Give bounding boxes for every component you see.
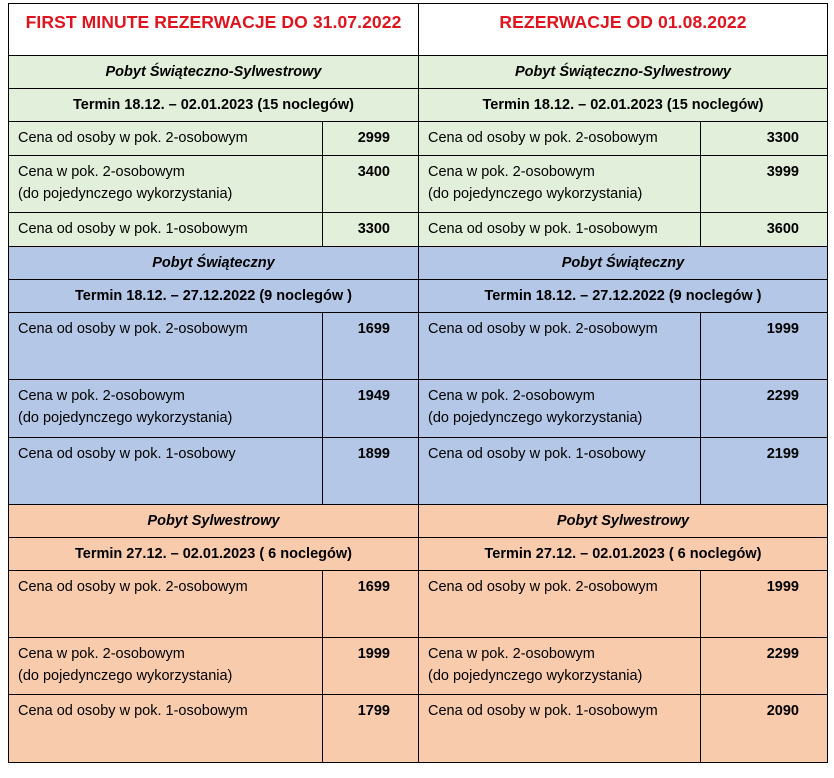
row-price-left: 1699	[323, 571, 419, 638]
row-price-left: 3300	[323, 213, 419, 247]
section-title-left: Pobyt Świąteczny	[9, 247, 419, 280]
section-term-left: Termin 27.12. – 02.01.2023 ( 6 noclegów)	[9, 538, 419, 571]
price-row	[9, 122, 828, 156]
row-label-right: Cena w pok. 2-osobowym (do pojedynczego wykorzystania)	[419, 380, 701, 438]
row-price-left: 1999	[323, 638, 419, 695]
section-title-left: Pobyt Świąteczno-Sylwestrowy	[9, 56, 419, 89]
section-title-right: Pobyt Sylwestrowy	[419, 505, 828, 538]
row-label-left: Cena od osoby w pok. 2-osobowym	[9, 313, 323, 380]
row-label-right: Cena od osoby w pok. 1-osobowym	[419, 695, 701, 763]
row-label-right: Cena od osoby w pok. 1-osobowy	[419, 438, 701, 505]
price-row	[9, 438, 828, 505]
header-row	[9, 4, 828, 56]
row-price-right: 2090	[701, 695, 828, 763]
row-price-left: 3400	[323, 156, 419, 213]
row-price-left: 1799	[323, 695, 419, 763]
price-row	[9, 213, 828, 247]
row-price-left: 1899	[323, 438, 419, 505]
row-label-left: Cena w pok. 2-osobowym (do pojedynczego wykorzystania)	[9, 638, 323, 695]
price-row	[9, 571, 828, 638]
price-row	[9, 313, 828, 380]
section-title-row	[9, 505, 828, 538]
row-label-right: Cena od osoby w pok. 2-osobowym	[419, 313, 701, 380]
section-title-left: Pobyt Sylwestrowy	[9, 505, 419, 538]
price-table	[8, 3, 828, 763]
section-term-row	[9, 280, 828, 313]
row-label-left: Cena od osoby w pok. 1-osobowy	[9, 438, 323, 505]
row-label-left: Cena w pok. 2-osobowym (do pojedynczego wykorzystania)	[9, 380, 323, 438]
header-right-text: REZERWACJE OD 01.08.2022	[499, 12, 747, 32]
price-row	[9, 695, 828, 763]
row-label-right: Cena od osoby w pok. 2-osobowym	[419, 571, 701, 638]
row-label-right: Cena w pok. 2-osobowym (do pojedynczego wykorzystania)	[419, 156, 701, 213]
row-price-right: 3999	[701, 156, 828, 213]
section-term-left: Termin 18.12. – 02.01.2023 (15 noclegów)	[9, 89, 419, 122]
section-title-right: Pobyt Świąteczny	[419, 247, 828, 280]
price-row	[9, 380, 828, 438]
row-price-right: 2299	[701, 380, 828, 438]
row-label-left: Cena od osoby w pok. 2-osobowym	[9, 571, 323, 638]
section-title-row	[9, 56, 828, 89]
row-label-right: Cena od osoby w pok. 2-osobowym	[419, 122, 701, 156]
header-left	[9, 4, 419, 56]
row-price-right: 3600	[701, 213, 828, 247]
price-row	[9, 638, 828, 695]
section-term-row	[9, 89, 828, 122]
section-title-row	[9, 247, 828, 280]
section-term-left: Termin 18.12. – 27.12.2022 (9 noclegów )	[9, 280, 419, 313]
row-label-left: Cena od osoby w pok. 2-osobowym	[9, 122, 323, 156]
header-right	[419, 4, 828, 56]
row-price-left: 1949	[323, 380, 419, 438]
header-left-text: FIRST MINUTE REZERWACJE DO 31.07.2022	[25, 12, 402, 32]
section-term-right: Termin 18.12. – 02.01.2023 (15 noclegów)	[419, 89, 828, 122]
row-price-right: 2199	[701, 438, 828, 505]
row-label-left: Cena w pok. 2-osobowym (do pojedynczego wykorzystania)	[9, 156, 323, 213]
section-term-right: Termin 18.12. – 27.12.2022 (9 noclegów )	[419, 280, 828, 313]
section-term-row	[9, 538, 828, 571]
row-price-right: 1999	[701, 313, 828, 380]
row-price-left: 1699	[323, 313, 419, 380]
row-label-left: Cena od osoby w pok. 1-osobowym	[9, 695, 323, 763]
row-price-left: 2999	[323, 122, 419, 156]
row-price-right: 1999	[701, 571, 828, 638]
row-label-right: Cena w pok. 2-osobowym (do pojedynczego wykorzystania)	[419, 638, 701, 695]
section-term-right: Termin 27.12. – 02.01.2023 ( 6 noclegów)	[419, 538, 828, 571]
row-label-right: Cena od osoby w pok. 1-osobowym	[419, 213, 701, 247]
row-price-right: 3300	[701, 122, 828, 156]
row-price-right: 2299	[701, 638, 828, 695]
price-row	[9, 156, 828, 213]
row-label-left: Cena od osoby w pok. 1-osobowym	[9, 213, 323, 247]
section-title-right: Pobyt Świąteczno-Sylwestrowy	[419, 56, 828, 89]
